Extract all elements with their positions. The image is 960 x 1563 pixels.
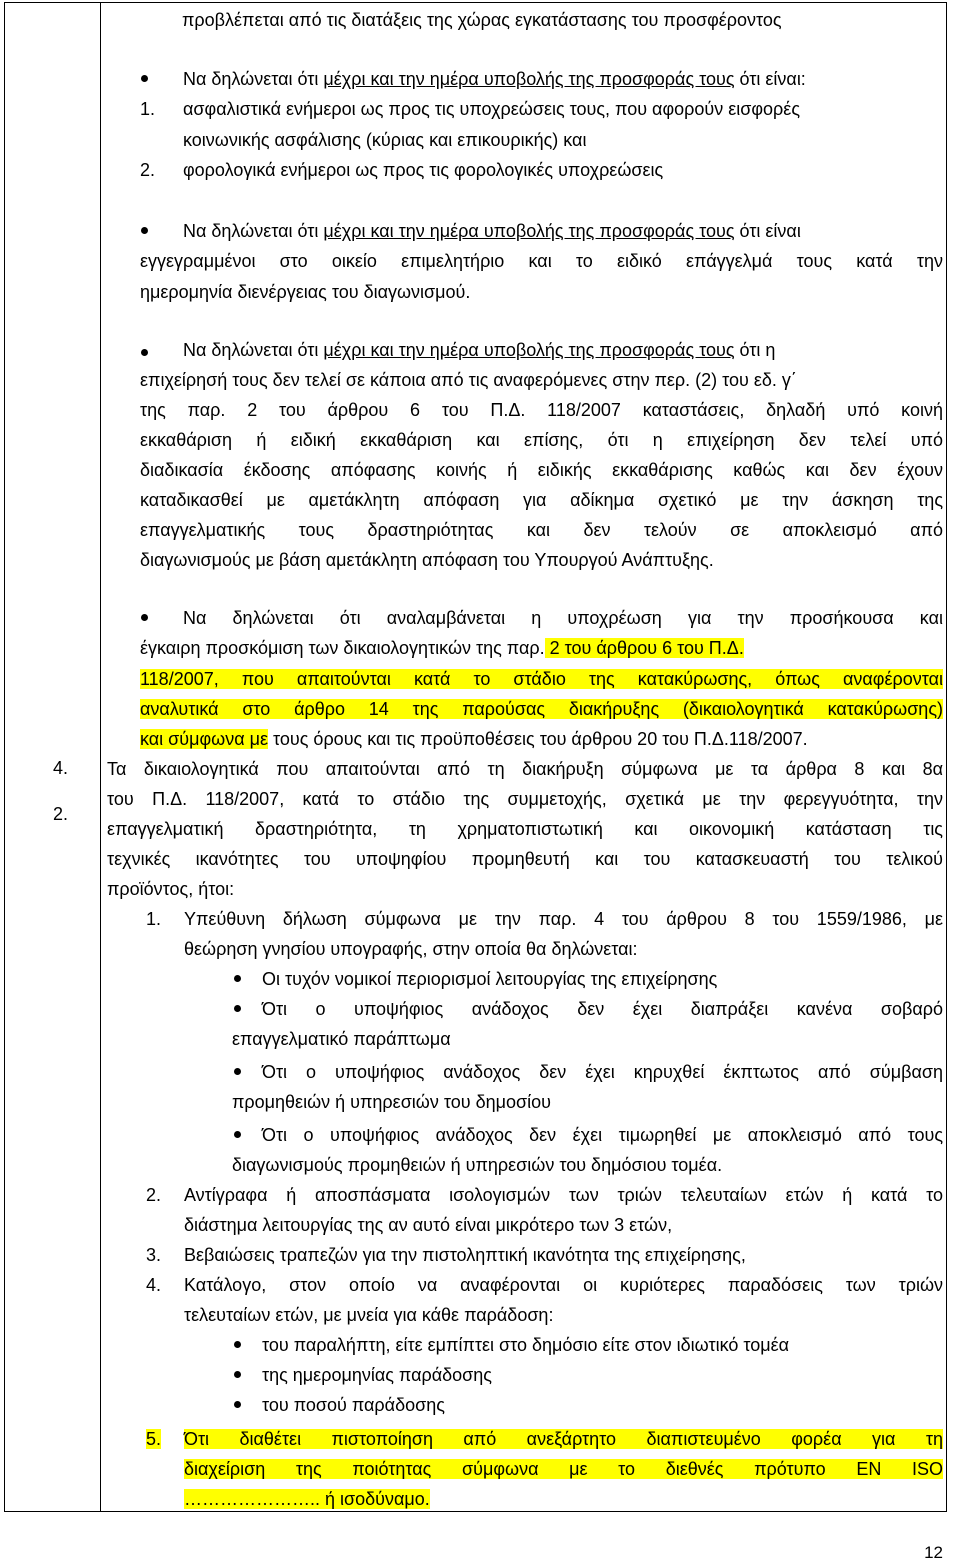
bullet-icon [141,349,148,356]
text-line: επαγγελματικό παράπτωμα [232,1029,451,1049]
bullet-text: Να δηλώνεται ότι μέχρι και την ημέρα υποβολής της προσφοράς τους ότι η [183,340,776,360]
page-number: 12 [924,1543,943,1562]
text-line: Τα δικαιολογητικά που απαιτούνται από τη διακήρυξη σύμφωνα με τα άρθρα 8 και 8α [107,759,943,779]
highlighted-text: 2 του άρθρου 6 του Π.Δ. [544,638,744,658]
text-line: Κατάλογο, στον οποίο να αναφέρονται οι κυριότερες παραδόσεις των τριών [184,1275,943,1295]
text-line: προβλέπεται από τις διατάξεις της χώρας εγκατάστασης του προσφέροντος [182,10,782,30]
bullet-text: Ότι ο υποψήφιος ανάδοχος δεν έχει διαπράξει κανένα σοβαρό [262,999,943,1019]
list-number: 3. [146,1245,162,1265]
text-line: φορολογικά ενήμεροι ως προς τις φορολογικές υποχρεώσεις [183,160,664,180]
text-line: ημερομηνία διενέργειας του διαγωνισμού. [140,282,471,302]
bullet-icon [234,1131,241,1138]
text-line: διαγωνισμούς με βάση αμετάκλητη απόφαση του Υπουργού Ανάπτυξης. [140,550,714,570]
text-line: Αντίγραφα ή αποσπάσματα ισολογισμών των τριών τελευταίων ετών ή κατά το [184,1185,943,1205]
bullet-text: της ημερομηνίας παράδοσης [262,1365,492,1385]
text-line: επαγγελματική δραστηριότητα, τη χρηματοπιστωτική και οικονομική κατάσταση τις [107,819,943,839]
bullet-text: Ότι ο υποψήφιος ανάδοχος δεν έχει τιμωρηθεί με αποκλεισμό από τους [262,1125,943,1145]
list-number: 1. [140,99,156,119]
text-line: της παρ. 2 του άρθρου 6 του Π.Δ. 118/2007 καταστάσεις, δηλαδή υπό κοινή [140,400,943,420]
bullet-text: Να δηλώνεται ότι μέχρι και την ημέρα υποβολής της προσφοράς τους ότι είναι [183,221,801,241]
bullet-icon [141,75,148,82]
section-number: 4. [53,758,69,778]
text-line: Υπεύθυνη δήλωση σύμφωνα με την παρ. 4 του άρθρου 8 του 1559/1986, με [184,909,943,929]
text-line: του Π.Δ. 118/2007, κατά το στάδιο της συμμετοχής, σχετικά με την φερεγγυότητα, την [107,789,943,809]
bullet-icon [234,1401,241,1408]
text-line: Βεβαιώσεις τραπεζών για την πιστοληπτική ικανότητα της επιχείρησης, [184,1245,746,1265]
text-line: τεχνικές ικανότητες του υποψηφίου προμηθευτή και του κατασκευαστή του τελικού [107,849,943,869]
text-line: προμηθειών ή υπηρεσιών του δημοσίου [232,1092,551,1112]
text-line: επαγγελματικής τους δραστηριότητας και δεν τελούν σε αποκλεισμό από [140,520,943,540]
column-divider [100,3,101,1511]
text-line: τελευταίων ετών, με μνεία για κάθε παράδοση: [184,1305,554,1325]
bullet-text: Να δηλώνεται ότι μέχρι και την ημέρα υποβολής της προσφοράς τους ότι είναι: [183,69,806,89]
text-line: θεώρηση γνησίου υπογραφής, στην οποία θα δηλώνεται: [184,939,638,959]
text-line: εγγεγραμμένοι στο οικείο επιμελητήριο και το ειδικό επάγγελμά τους κατά την [140,251,943,271]
list-number: 5. [146,1429,162,1449]
bullet-text: Να δηλώνεται ότι αναλαμβάνεται η υποχρέωση για την προσήκουσα και [183,608,943,628]
bullet-icon [234,1371,241,1378]
text-line: έγκαιρη προσκόμιση των δικαιολογητικών της παρ. 2 του άρθρου 6 του Π.Δ. [140,638,744,658]
highlighted-text: και σύμφωνα με [140,729,269,749]
text-line: προϊόντος, ήτοι: [107,879,235,899]
list-number: 4. [146,1275,162,1295]
highlighted-line: διαχείριση της ποιότητας σύμφωνα με το διεθνές πρότυπο EN ISO [184,1459,943,1479]
bullet-icon [141,227,148,234]
subsection-number: 2. [53,804,69,824]
highlighted-line: αναλυτικά στο άρθρο 14 της παρούσας διακήρυξης (δικαιολογητικά κατακύρωσης) [140,699,943,719]
text-line: και σύμφωνα με τους όρους και τις προϋποθέσεις του άρθρου 20 του Π.Δ.118/2007. [140,729,808,749]
text-line: διαγωνισμούς προμηθειών ή υπηρεσιών του δημόσιου τομέα. [232,1155,723,1175]
highlighted-line: Ότι διαθέτει πιστοποίηση από ανεξάρτητο διαπιστευμένο φορέα για τη [184,1429,943,1449]
text-line: επιχείρησή τους δεν τελεί σε κάποια από τις αναφερόμενες στην περ. (2) του εδ. γ΄ [140,370,797,390]
text-line: διάστημα λειτουργίας της αν αυτό είναι μικρότερο των 3 ετών, [184,1215,673,1235]
bullet-text: Οι τυχόν νομικοί περιορισμοί λειτουργίας της επιχείρησης [262,969,718,989]
list-number: 2. [146,1185,162,1205]
list-number: 2. [140,160,156,180]
bullet-text: του παραλήπτη, είτε εμπίπτει στο δημόσιο είτε στον ιδιωτικό τομέα [262,1335,790,1355]
bullet-icon [234,975,241,982]
text-line: καταδικασθεί με αμετάκλητη απόφαση για αδίκημα σχετικό με την άσκηση της [140,490,943,510]
bullet-icon [234,1341,241,1348]
bullet-icon [234,1005,241,1012]
text-line: εκκαθάριση ή ειδική εκκαθάριση και επίσης, ότι η επιχείρηση δεν τελεί υπό [140,430,943,450]
bullet-text: του ποσού παράδοσης [262,1395,445,1415]
bullet-icon [234,1068,241,1075]
text-line: διαδικασία έκδοσης απόφασης κοινής ή ειδικής εκκαθάρισης καθώς και δεν έχουν [140,460,943,480]
list-number: 1. [146,909,162,929]
bullet-icon [141,614,148,621]
text-line: κοινωνικής ασφάλισης (κύριας και επικουρικής) και [183,130,587,150]
highlighted-line: 118/2007, που απαιτούνται κατά το στάδιο της κατακύρωσης, όπως αναφέρονται [140,669,943,689]
bullet-text: Ότι ο υποψήφιος ανάδοχος δεν έχει κηρυχθεί έκπτωτος από σύμβαση [262,1062,943,1082]
text-line: ασφαλιστικά ενήμεροι ως προς τις υποχρεώσεις τους, που αφορούν εισφορές [183,99,800,119]
highlighted-line: ………………….. ή ισοδύναμο. [184,1489,430,1509]
